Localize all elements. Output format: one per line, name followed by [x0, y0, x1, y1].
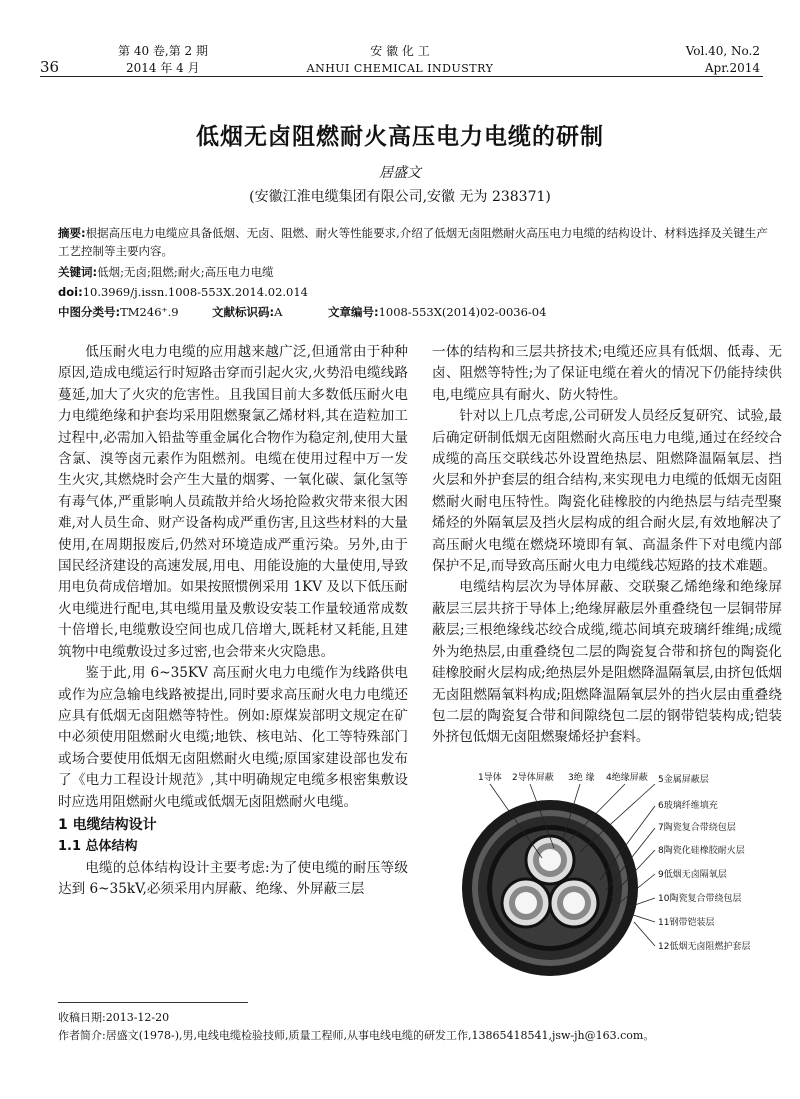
left-column: [58, 342, 408, 901]
section-heading: 1 电缆结构设计: [58, 816, 157, 833]
label-oxygen-barrier: 9低烟无卤隔氧层: [658, 870, 727, 880]
right-column: [432, 342, 782, 749]
keywords-text: 低烟;无卤;阻燃;耐火;高压电力电缆: [97, 265, 274, 279]
issue-date-en: Apr.2014: [704, 61, 760, 75]
label-sheath: 12低烟无卤阻燃护套层: [658, 942, 751, 952]
label-glass-fiber: 6玻璃纤维填充: [658, 801, 718, 811]
label-metal-shield: 5金属屏蔽层: [658, 775, 709, 785]
clc-label: 中图分类号:: [58, 305, 121, 319]
label-ceramic-tape-2: 10陶瓷复合带绕包层: [658, 894, 742, 904]
paragraph: 一体的结构和三层共挤技术;电缆还应具有低烟、低毒、无卤、阻燃等特性;为了保证电缆在着火的情况下仍能持续供电,电缆应具有耐火、防火特性。: [432, 344, 782, 403]
label-ceramic-tape-1: 7陶瓷复合带绕包层: [658, 823, 736, 833]
keywords-label: 关键词:: [58, 265, 98, 279]
core-top: [526, 836, 574, 884]
article-number-label: 文章编号:: [328, 305, 379, 319]
paragraph: 电缆结构层次为导体屏蔽、交联聚乙烯绝缘和绝缘屏蔽层三层共挤于导体上;绝缘屏蔽层外重叠绕包一层铜带屏蔽层;三根绝缘线芯绞合成缆,缆芯间填充玻璃纤维绳;成缆外为绝热层,由重叠绕包二层的陶瓷复合带和挤包的陶瓷化硅橡胶耐火层构成;绝热层外是阻燃降温隔氧层,由挤包低烟无卤阻燃隔氧料构成;阻燃降温隔氧层外的挡火层由重叠绕包二层的陶瓷复合带和间隙绕包二层的钢带铠装构成;铠装外挤包低烟无卤阻燃聚烯烃护套料。: [432, 579, 782, 746]
keywords: [58, 263, 768, 281]
label-insulation: 3绝 缘: [568, 773, 595, 783]
doc-code: [212, 303, 282, 321]
cable-cross-section-figure: [430, 770, 770, 980]
label-conductor: 1导体: [478, 773, 502, 783]
abstract-text: 根据高压电力电缆应具备低烟、无卤、阻燃、耐火等性能要求,介绍了低烟无卤阻燃耐火高压电力电缆的结构设计、材料选择及关键生产工艺控制等主要内容。: [58, 226, 768, 258]
article-title: 低烟无卤阻燃耐火高压电力电缆的研制: [196, 124, 604, 150]
journal-name-cn: 安 徽 化 工: [370, 44, 430, 58]
journal-name-en: ANHUI CHEMICAL INDUSTRY: [306, 62, 494, 75]
author-bio: 作者简介:居盛文(1978-),男,电线电缆检验技师,质量工程师,从事电线电缆的研发工作,13865418541,jsw-jh@163.com。: [58, 1029, 655, 1042]
core-right: [550, 879, 598, 927]
footnote-rule: [58, 1002, 248, 1003]
volume-issue: 第 40 卷,第 2 期: [118, 44, 208, 58]
doc-code-label: 文献标识码:: [212, 305, 275, 319]
label-ceramic-silicone: 8陶瓷化硅橡胶耐火层: [658, 846, 745, 856]
doi-text: 10.3969/j.issn.1008-553X.2014.02.014: [82, 285, 308, 299]
doi: [58, 283, 768, 301]
article-number: [328, 303, 546, 321]
cable-diagram: [430, 770, 770, 980]
label-steel-armor: 11钢带铠装层: [658, 918, 715, 928]
clc-text: TM246⁺.9: [120, 305, 179, 319]
author-affiliation: (安徽江淮电缆集团有限公司,安徽 无为 238371): [249, 189, 551, 205]
label-conductor-shield: 2导体屏蔽: [512, 773, 554, 783]
author-name: 居盛文: [379, 165, 421, 181]
issue-date: 2014 年 4 月: [126, 61, 200, 75]
received-date: 收稿日期:2013-12-20: [58, 1011, 170, 1024]
header-rule: [40, 76, 763, 77]
abstract-label: 摘要:: [58, 226, 86, 240]
paragraph: 低压耐火电力电缆的应用越来越广泛,但通常由于种种原因,造成电缆运行时短路击穿而引起火灾,火势沿电缆线路蔓延,加大了火灾的危害性。且我国目前大多数低压耐火电力电缆绝缘和护套均采用阻燃聚氯乙烯材料,其在造粒加工过程中,必需加入铅盐等重金属化合物作为稳定剂,使用大量含氯、溴等卤元素作为阻燃剂。电缆在使用过程中万一发生火灾,其燃烧时会产生大量的烟雾、一氧化碳、氯化氢等有毒气体,严重影响人员疏散并给火场抢险救灾带来很大困难,对人员生命、财产设备构成严重伤害,且这些材料的大量使用,在周期报废后,仍然对环境造成严重污染。另外,由于国民经济建设的高速发展,用电、用能设施的大量使用,导致用电负荷成倍增加。如果按照惯例采用 1KV 及以下低压耐火电缆进行配电,其电缆用量及敷设安装工作量较通常成数十倍增长,电缆敷设空间也成几倍增大,既耗材又耗能,且建筑物中电缆敷设过多过密,也会带来火灾隐患。: [58, 344, 408, 660]
paragraph: 鉴于此,用 6~35KV 高压耐火电力电缆作为线路供电或作为应急输电线路被提出,同时要求高压耐火电力电缆还应具有低烟无卤阻燃等特性。例如:原煤炭部明文规定在矿中必须使用阻燃耐火电缆;地铁、核电站、化工等特殊部门或场合要使用低烟无卤阻燃耐火电缆;原国家建设部也发布了《电力工程设计规范》,其中明确规定电缆多根密集敷设时应选用阻燃耐火电缆或低烟无卤阻燃耐火电缆。: [58, 665, 408, 810]
volume-issue-en: Vol.40, No.2: [685, 44, 760, 58]
page-number: 36: [40, 58, 60, 76]
article-number-text: 1008-553X(2014)02-0036-04: [378, 305, 547, 319]
doi-label: doi:: [58, 285, 83, 299]
paragraph: 针对以上几点考虑,公司研发人员经反复研究、试验,最后确定研制低烟无卤阻燃耐火高压电力电缆,通过在经绞合成缆的高压交联线芯外设置绝热层、阻燃降温隔氧层、挡火层和外护套层的组合结构,来实现电力电缆的低烟无卤阻燃耐火耐电压特性。陶瓷化硅橡胶的内绝热层与结壳型聚烯烃的外隔氧层及挡火层构成的组合耐火层,有效地解决了高压耐火电缆在燃烧环境即有氧、高温条件下对电缆内部保护不足,而导致高压耐火电力电缆线芯短路的技术难题。: [432, 408, 782, 575]
subsection-heading: 1.1 总体结构: [58, 839, 138, 855]
doc-code-text: A: [274, 305, 283, 319]
label-insulation-shield: 4绝缘屏蔽: [606, 773, 648, 783]
paragraph: 电缆的总体结构设计主要考虑:为了使电缆的耐压等级达到 6~35kV,必须采用内屏蔽、绝缘、外屏蔽三层: [58, 859, 408, 898]
core-left: [502, 879, 550, 927]
abstract: [58, 224, 768, 260]
clc: [58, 303, 179, 321]
